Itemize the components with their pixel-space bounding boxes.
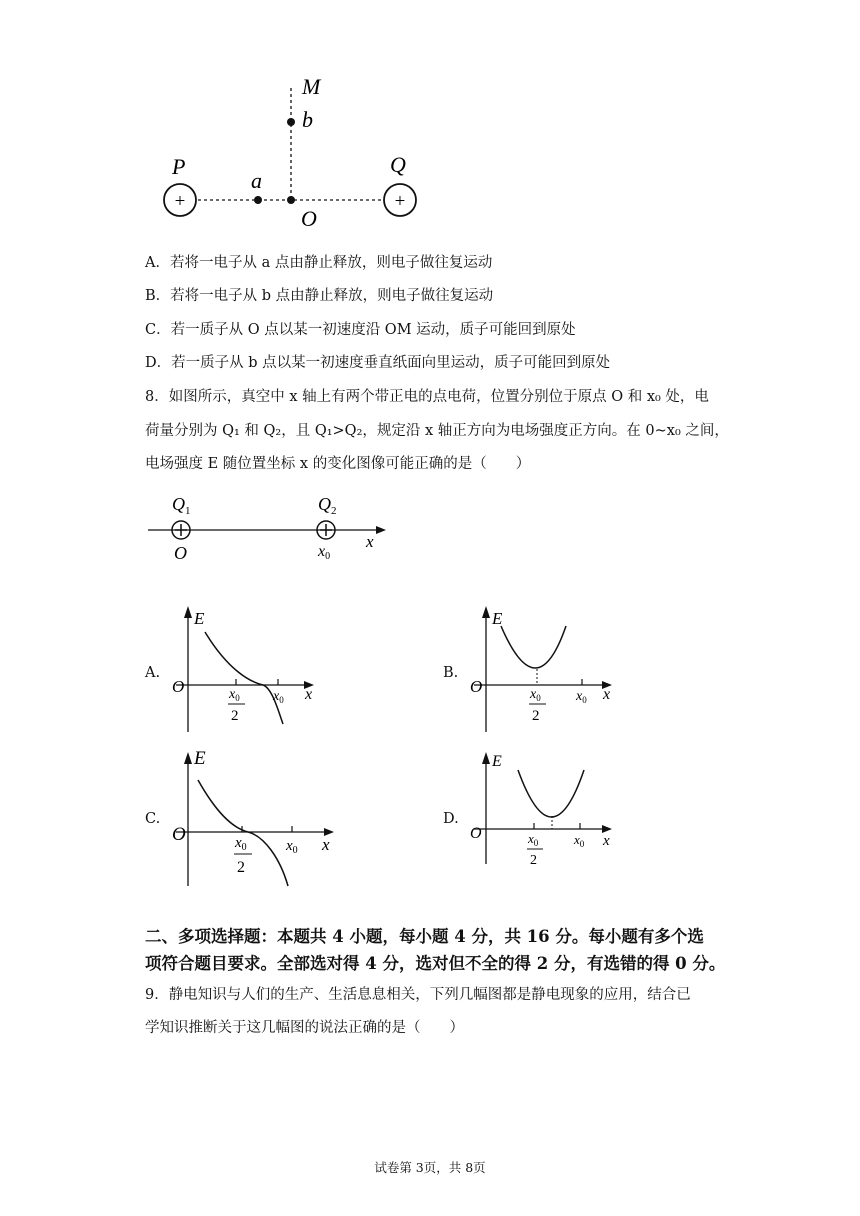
graph-d [466, 746, 626, 876]
charge-figure-top [150, 70, 440, 230]
option-c-label: C. [145, 811, 161, 827]
q9-line-1: 9．静电知识与人们的生产、生活息息相关，下列几幅图都是静电现象的应用，结合已 [145, 987, 691, 1003]
label-e: E [492, 753, 502, 770]
section2-heading-line2: 项符合题目要求。全部选对得 4 分，选对但不全的得 2 分，有选错的得 0 分。 [145, 954, 726, 973]
curve-d [518, 770, 584, 817]
label-o: O [172, 677, 185, 696]
label-o: O [174, 543, 187, 563]
graph-a [168, 600, 328, 740]
q7-option-c: C．若一质子从 O 点以某一初速度沿 OM 运动，质子可能回到原处 [145, 322, 576, 338]
q8-line-1: 8．如图所示，真空中 x 轴上有两个带正电的点电荷，位置分别位于原点 O 和 x₀ 处，电 [145, 389, 709, 405]
label-q2: $Q_2$ [318, 494, 337, 517]
label-q: Q [390, 152, 406, 177]
label-o: O [172, 824, 186, 845]
half-denominator: 2 [231, 708, 239, 724]
q8-line-3: 电场强度 E 随位置坐标 x 的变化图像可能正确的是（ ） [145, 456, 531, 472]
label-x0: $x_0$ [576, 689, 587, 705]
option-a-label: A. [145, 665, 161, 681]
q9-line-2: 学知识推断关于这几幅图的说法正确的是（ ） [145, 1020, 464, 1036]
label-x: x [322, 835, 330, 854]
label-x0: $x_0$ [574, 832, 585, 849]
half-numerator: $x_0$ [530, 687, 541, 703]
label-x0: $x_0$ [273, 689, 284, 705]
point-o [287, 196, 295, 204]
label-o: O [301, 206, 317, 230]
q7-option-b: B．若将一电子从 b 点由静止释放，则电子做往复运动 [145, 288, 494, 304]
label-o: O [470, 825, 482, 842]
label-x: x [305, 686, 313, 703]
label-m: M [302, 74, 321, 99]
point-a [254, 196, 262, 204]
half-denominator: 2 [530, 853, 537, 868]
point-b [287, 118, 295, 126]
label-x0: x0 [318, 543, 331, 562]
half-denominator: 2 [237, 859, 245, 876]
section2-heading-line1: 二、多项选择题：本题共 4 小题，每小题 4 分，共 16 分。每小题有多个选 [145, 927, 704, 946]
graph-b [466, 600, 626, 740]
half-numerator: $x_0$ [229, 687, 240, 703]
q8-line-2: 荷量分别为 Q₁ 和 Q₂，且 Q₁>Q₂，规定沿 x 轴正方向为电场强度正方向。在 0~x₀ 之间， [145, 423, 729, 439]
label-o: O [470, 677, 483, 696]
curve-b [501, 626, 566, 668]
half-numerator: $x_0$ [235, 835, 247, 853]
label-e: E [194, 609, 205, 628]
plus-sign: + [394, 191, 406, 212]
label-e: E [492, 609, 503, 628]
label-q1: $Q_1$ [172, 494, 191, 517]
label-x: x [366, 532, 374, 551]
page-footer: 试卷第 3页，共 8页 [374, 1160, 486, 1175]
curve-a [205, 632, 283, 724]
graph-c [168, 746, 348, 891]
q8-axis-figure [140, 488, 400, 568]
plus-sign: + [174, 191, 186, 212]
label-a: a [251, 168, 262, 193]
q7-option-a: A．若将一电子从 a 点由静止释放，则电子做往复运动 [145, 255, 493, 271]
label-x: x [603, 833, 610, 849]
label-p: P [172, 154, 186, 179]
label-x0: $x_0$ [286, 838, 298, 856]
half-denominator: 2 [532, 708, 540, 724]
half-numerator: $x_0$ [528, 831, 539, 848]
label-b: b [302, 107, 313, 132]
option-b-label: B. [443, 665, 459, 681]
q7-option-d: D．若一质子从 b 点以某一初速度垂直纸面向里运动，质子可能回到原处 [145, 355, 611, 371]
option-d-label: D. [443, 811, 459, 827]
label-x: x [603, 686, 611, 703]
label-e: E [194, 748, 206, 769]
